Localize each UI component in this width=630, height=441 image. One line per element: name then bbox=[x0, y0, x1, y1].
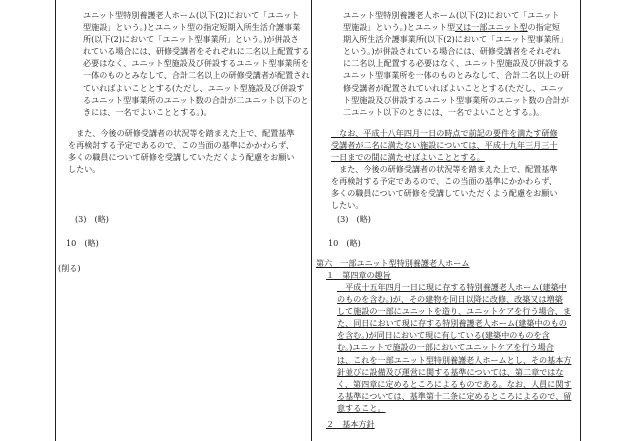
amended-text: む。)ユニットで施設の一部においてユニットケアを行う場合 bbox=[337, 342, 554, 353]
text-line bbox=[337, 390, 572, 402]
text-segment: に二名以上配置する必要はなく、ユニット型施設及び併設する bbox=[343, 58, 570, 69]
text-line: 多くの職員について研修を受講していただくよう配慮をお願い bbox=[68, 152, 295, 163]
text-line bbox=[326, 45, 569, 57]
text-line: したい。 bbox=[68, 164, 101, 175]
text-line: したい。 bbox=[331, 200, 364, 211]
text-line: ユニット型特別養護老人ホーム(以下(2)において「ユニット bbox=[83, 10, 300, 20]
text-line bbox=[337, 305, 572, 317]
text-segment: ト型施設及び併設するユニット型事業所のユニット数の合計が bbox=[343, 94, 569, 105]
amended-text: た、同日において現に存する特別養護老人ホーム(建築中のもの bbox=[337, 318, 567, 329]
left-border bbox=[55, 0, 56, 441]
text-line bbox=[337, 329, 572, 341]
text-line: また、今後の研修受講者の状況等を踏まえた上で、配置基準 bbox=[331, 164, 558, 174]
amended-text: を含む。)が同日において現に有している(建築中のものを含 bbox=[337, 330, 550, 341]
text-line bbox=[326, 106, 569, 118]
right-para1 bbox=[326, 9, 569, 118]
text-segment: 二ユニット以下のときには、一名でよいこととする。)。 bbox=[343, 106, 545, 117]
text-segment: という。)が併設されている場合には、研修受講者をそれぞれ bbox=[343, 46, 561, 57]
amended-text: 受講者が二名に満たない施設については、平成十九年三月三十 bbox=[331, 140, 558, 151]
subsection-2-title: ２ 基本方針 bbox=[326, 419, 375, 429]
amended-text: 針並びに設備及び運営に関する基準については、第二章ではな bbox=[337, 366, 564, 377]
text-line: 一体のものとみなして、合計二名以上の研修受講者が配置され bbox=[83, 70, 310, 81]
text-line: を再検討する予定であるので、この当面の基準にかかわらず、 bbox=[331, 176, 557, 187]
text-segment: 期入所生活介護事業所(以下(2)において「ユニット型事業所」 bbox=[343, 34, 568, 45]
text-line bbox=[326, 82, 569, 94]
column-divider bbox=[311, 0, 312, 441]
text-line bbox=[326, 21, 569, 33]
text-segment: ユニット型特別養護老人ホーム(以下(2)において「ユニット bbox=[343, 10, 560, 20]
amended-text: のものを含む。)が、その建物を同日以降に改修、改築又は増築 bbox=[337, 294, 563, 305]
text-line: れている場合には、研修受講者をそれぞれに二名以上配置する bbox=[83, 46, 310, 57]
left-item-10: 10 (略) bbox=[66, 238, 99, 248]
right-border bbox=[580, 0, 581, 441]
left-item-3: (3) (略) bbox=[75, 214, 109, 224]
amended-text: 又は一部ユニット型 bbox=[455, 22, 528, 33]
text-line: また、今後の研修受講者の状況等を踏まえた上で、配置基準 bbox=[68, 128, 295, 138]
right-item-10: 10 (略) bbox=[328, 238, 361, 248]
text-line: 多くの職員について研修を受講していただくよう配慮をお願い bbox=[331, 188, 558, 199]
text-line bbox=[337, 402, 572, 414]
text-line bbox=[337, 354, 572, 366]
left-para1 bbox=[66, 9, 310, 118]
deleted-label: (削る) bbox=[58, 263, 81, 273]
text-segment: ユニット型事業所を一体のものとみなして、合計二名以上の研 bbox=[343, 70, 570, 81]
text-segment: 型施設」という。)とユニット型 bbox=[343, 22, 456, 33]
text-line: を再検討する予定であるので、この当面の基準にかかわらず、 bbox=[68, 140, 294, 151]
left-para2 bbox=[68, 127, 294, 175]
text-line bbox=[326, 57, 569, 69]
text-line: 所(以下(2)において「ユニット型事業所」という。)が併設さ bbox=[83, 34, 299, 45]
text-line bbox=[337, 341, 572, 353]
text-line bbox=[337, 378, 572, 390]
amended-text: なお、平成十八年四月一日の時点で前記の要件を満たす研修 bbox=[331, 128, 558, 138]
text-line: きには、一名でよいこととする。)。 bbox=[83, 106, 212, 117]
amended-text: 一日までの間に満たせばよいこととする。 bbox=[331, 152, 485, 163]
text-segment: 修受講者が配置されていればよいこととする(ただし、ユニッ bbox=[343, 82, 565, 93]
section-body bbox=[337, 281, 572, 414]
right-item-3: (3) (略) bbox=[337, 214, 371, 224]
text-line bbox=[331, 151, 558, 163]
text-line bbox=[326, 33, 569, 45]
text-line bbox=[326, 69, 569, 81]
text-line bbox=[331, 139, 558, 151]
amended-text: は、これを一部ユニット型特別養護老人ホームとし、その基本方 bbox=[337, 354, 572, 365]
text-line: ていればよいこととする(ただし、ユニット型施設及び併設す bbox=[83, 82, 305, 93]
text-line bbox=[337, 366, 572, 378]
text-line: 型施設」という。)とユニット型の指定短期入所生活介護事業 bbox=[83, 22, 301, 33]
subsection-1-title: １ 第四章の趣旨 bbox=[326, 270, 391, 280]
right-para2 bbox=[331, 163, 557, 211]
text-line bbox=[337, 281, 572, 293]
amended-text: して施設の一部にユニットを造り、ユニットケアを行う場合、ま bbox=[337, 306, 571, 317]
amended-text: く、第四章に定めるところによるものである。なお、人員に関す bbox=[337, 378, 572, 389]
text-line: 必要はなく、ユニット型施設及び併設するユニット型事業所を bbox=[83, 58, 309, 69]
text-line bbox=[337, 293, 572, 305]
text-segment: の指定短 bbox=[527, 22, 561, 33]
amended-text: 平成十五年四月一日に現に存する特別養護老人ホーム(建築中 bbox=[337, 282, 567, 292]
text-line: るユニット型事業所のユニット数の合計が二ユニット以下のと bbox=[83, 94, 309, 105]
amended-text: 意すること。 bbox=[337, 402, 386, 413]
text-line bbox=[331, 127, 558, 139]
section-title: 第六 一部ユニット型特別養護老人ホーム bbox=[316, 258, 470, 268]
text-line bbox=[337, 317, 572, 329]
right-para-new bbox=[331, 127, 558, 163]
text-line bbox=[326, 94, 569, 106]
amended-text: る基準については、基準第十二条に定めるところによるので、留 bbox=[337, 390, 572, 401]
text-line bbox=[326, 9, 569, 21]
